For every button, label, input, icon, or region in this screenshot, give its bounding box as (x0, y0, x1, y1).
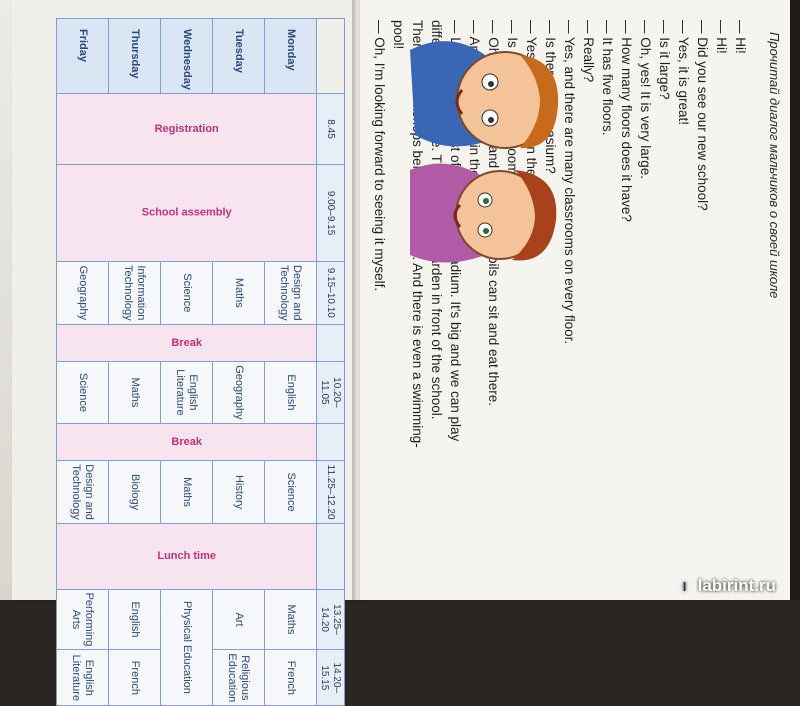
day-cell: Thursday (109, 19, 161, 94)
subject-cell: Art (213, 589, 265, 650)
corner-cell (317, 19, 345, 94)
subject-cell: Performing Arts (57, 589, 109, 650)
watermark-logo-icon: l (676, 578, 694, 596)
dialogue-title: Прочитай диалог мальчиков о своей школе (767, 32, 782, 299)
subject-cell: Information Technology (109, 262, 161, 325)
boys-illustration (390, 30, 560, 280)
subject-cell: Maths (213, 262, 265, 325)
subject-cell: Design and Technology (57, 461, 109, 524)
dialogue-line: — Oh, I'm looking forward to seeing it myself. (372, 20, 387, 292)
day-cell: Wednesday (161, 19, 213, 94)
dialogue-line: — Did you see our new school? (695, 20, 710, 211)
time-cell: 9.00–9.15 (317, 165, 345, 262)
subject-cell: English (109, 589, 161, 650)
dialogue-line: — Is it large? (657, 20, 672, 100)
time-spacer (317, 324, 345, 362)
time-cell: 8.45 (317, 93, 345, 164)
assembly-label: School assembly (141, 206, 232, 219)
watermark-text: labirint.ru (697, 576, 776, 595)
left-page-content (12, 0, 367, 703)
break-strip-1 (57, 324, 317, 362)
timetable-row (265, 19, 317, 706)
dialogue-line: — Yes, it is great! (676, 20, 691, 126)
lunch-strip (57, 523, 317, 589)
timetable (56, 18, 345, 706)
registration-strip (57, 93, 317, 164)
registration-label: Registration (154, 122, 219, 135)
subject-cell: French (265, 650, 317, 706)
background-right (790, 0, 800, 600)
time-cell: 13.25–14.20 (317, 589, 345, 650)
break-strip-2 (57, 423, 317, 461)
boy-two-figure (410, 164, 556, 263)
times-row (317, 19, 345, 706)
dialogue-line: — How many floors does it have? (619, 20, 634, 222)
subject-cell: Geography (213, 362, 265, 423)
dialogue-line: — Oh, yes! It is very large. (638, 20, 653, 180)
subject-cell: Physical Education (161, 589, 213, 706)
watermark (676, 576, 776, 596)
day-cell: Tuesday (213, 19, 265, 94)
subject-cell: History (213, 461, 265, 524)
subject-cell: Science (161, 262, 213, 325)
subject-cell: Maths (265, 589, 317, 650)
break-label: Break (171, 336, 202, 349)
time-cell: 14.20–15.15 (317, 650, 345, 706)
assembly-strip (57, 165, 317, 262)
subject-cell: English (265, 362, 317, 423)
subject-cell: Science (265, 461, 317, 524)
subject-cell: English Literature (161, 362, 213, 423)
break-label: Break (171, 435, 202, 448)
subject-cell: Maths (161, 461, 213, 524)
subject-cell: Biology (109, 461, 161, 524)
time-cell: 10.20–11.05 (317, 362, 345, 423)
subject-cell: Geography (57, 262, 109, 325)
time-spacer (317, 523, 345, 589)
right-page (360, 0, 790, 600)
lunch-label: Lunch time (157, 549, 216, 562)
dialogue-line: — Yes, and there are many classrooms on every floor. (562, 20, 577, 345)
dialogue-line: — It has five floors. (600, 20, 615, 136)
subject-cell: French (109, 650, 161, 706)
subject-cell: English Literature (57, 650, 109, 706)
dialogue-line: — Hi! (733, 20, 748, 54)
dialogue-line: — Hi! (714, 20, 729, 54)
time-cell: 11.25–12.20 (317, 461, 345, 524)
time-spacer (317, 423, 345, 461)
left-page (12, 0, 367, 703)
day-cell: Monday (265, 19, 317, 94)
time-cell: 9.15–10.10 (317, 262, 345, 325)
day-cell: Friday (57, 19, 109, 94)
dialogue-line: pool! (391, 20, 406, 50)
dialogue-line: — Really? (581, 20, 596, 83)
subject-cell: Design and Technology (265, 262, 317, 325)
subject-cell: Maths (109, 362, 161, 423)
subject-cell: Religious Education (213, 650, 265, 706)
boy-one-figure (410, 41, 558, 148)
subject-cell: Science (57, 362, 109, 423)
